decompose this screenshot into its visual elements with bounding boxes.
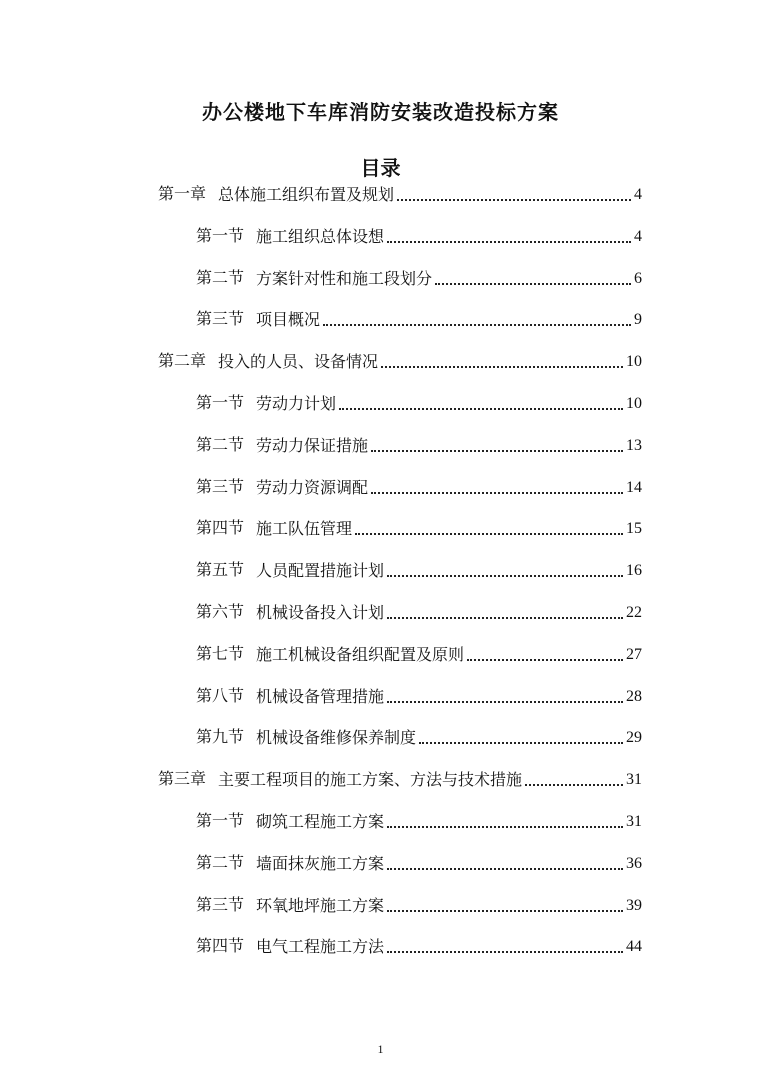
toc-section-entry[interactable] bbox=[196, 809, 642, 833]
toc-entry-title: 电气工程施工方法 bbox=[256, 937, 385, 957]
toc-section-entry[interactable] bbox=[196, 391, 642, 415]
toc-leader-dots bbox=[387, 910, 623, 912]
toc-leader-dots bbox=[381, 366, 623, 368]
toc-section-entry[interactable] bbox=[196, 307, 642, 331]
toc-section-entry[interactable] bbox=[196, 516, 642, 540]
toc-entry-page: 15 bbox=[626, 520, 642, 538]
toc-entry-title: 机械设备管理措施 bbox=[256, 686, 385, 706]
toc-entry-page: 31 bbox=[626, 771, 642, 789]
toc-entry-title: 施工队伍管理 bbox=[256, 519, 353, 539]
toc-leader-dots bbox=[419, 742, 623, 744]
toc-entry-title: 机械设备投入计划 bbox=[256, 603, 385, 622]
toc-section-entry[interactable] bbox=[196, 725, 642, 749]
toc-entry-page: 31 bbox=[626, 813, 642, 830]
toc-entry-page: 10 bbox=[626, 395, 642, 412]
toc-entry-label: 第二章 bbox=[158, 353, 207, 371]
toc-entry-page: 4 bbox=[634, 186, 642, 203]
toc-entry-page: 9 bbox=[634, 311, 642, 329]
toc-entry-page: 22 bbox=[626, 604, 642, 621]
toc-entry-label: 第三节 bbox=[196, 478, 245, 496]
toc-leader-dots bbox=[339, 408, 623, 410]
toc-chapter-entry[interactable] bbox=[158, 182, 642, 206]
toc-section-entry[interactable] bbox=[196, 642, 642, 666]
toc-entry-page: 13 bbox=[626, 436, 642, 454]
toc-entry-title: 墙面抹灰施工方案 bbox=[256, 853, 385, 873]
toc-entry-title: 机械设备维修保养制度 bbox=[256, 728, 417, 748]
toc-section-entry[interactable] bbox=[196, 266, 642, 290]
toc-entry-label: 第四节 bbox=[196, 938, 245, 956]
toc-leader-dots bbox=[355, 533, 623, 535]
toc-section-entry[interactable] bbox=[196, 600, 642, 624]
toc-leader-dots bbox=[387, 241, 631, 243]
toc-section-entry[interactable] bbox=[196, 934, 642, 958]
toc-entry-label: 第七节 bbox=[196, 645, 245, 663]
toc-leader-dots bbox=[387, 951, 623, 953]
toc-entry-title: 施工机械设备组织配置及原则 bbox=[256, 644, 465, 664]
toc-entry-page: 27 bbox=[626, 645, 642, 663]
toc-section-entry[interactable] bbox=[196, 475, 642, 499]
toc-entry-title: 人员配置措施计划 bbox=[256, 561, 385, 581]
toc-entry-label: 第三章 bbox=[158, 771, 207, 789]
toc-entry-page: 44 bbox=[626, 938, 642, 956]
toc-leader-dots bbox=[387, 826, 623, 828]
toc-leader-dots bbox=[371, 492, 623, 494]
toc-leader-dots bbox=[387, 868, 623, 870]
toc-entry-page: 4 bbox=[634, 227, 642, 245]
toc-leader-dots bbox=[387, 701, 623, 703]
toc-entry-title: 项目概况 bbox=[256, 310, 321, 330]
toc-entry-title: 方案针对性和施工段划分 bbox=[256, 268, 433, 288]
toc-entry-page: 14 bbox=[626, 478, 642, 496]
toc-entry-label: 第一章 bbox=[158, 186, 207, 203]
toc-entry-title: 环氧地坪施工方案 bbox=[256, 895, 385, 915]
toc-entry-page: 29 bbox=[626, 729, 642, 747]
toc-entry-page: 16 bbox=[626, 562, 642, 580]
toc-entry-label: 第五节 bbox=[196, 562, 245, 580]
toc-leader-dots bbox=[323, 324, 631, 326]
toc-entry-title: 劳动力保证措施 bbox=[256, 435, 369, 455]
toc-heading: 目录 bbox=[360, 156, 401, 180]
toc-entry-label: 第一节 bbox=[196, 813, 245, 830]
toc-entry-title: 砌筑工程施工方案 bbox=[256, 812, 385, 831]
page-number: 1 bbox=[377, 1042, 384, 1056]
toc-entry-title: 劳动力资源调配 bbox=[256, 477, 369, 497]
toc-leader-dots bbox=[397, 199, 631, 201]
toc-section-entry[interactable] bbox=[196, 224, 642, 248]
toc-entry-title: 总体施工组织布置及规划 bbox=[218, 185, 395, 204]
toc-chapter-entry[interactable] bbox=[158, 349, 642, 373]
toc-entry-title: 劳动力计划 bbox=[256, 394, 337, 413]
toc-entry-title: 施工组织总体设想 bbox=[256, 226, 385, 246]
toc-entry-label: 第八节 bbox=[196, 687, 245, 705]
toc-leader-dots bbox=[467, 659, 623, 661]
toc-entry-page: 39 bbox=[626, 896, 642, 914]
toc-section-entry[interactable] bbox=[196, 893, 642, 917]
toc-chapter-entry[interactable] bbox=[158, 767, 642, 791]
toc-entry-title: 投入的人员、设备情况 bbox=[218, 352, 379, 372]
toc-leader-dots bbox=[435, 283, 631, 285]
toc-entry-page: 36 bbox=[626, 854, 642, 872]
toc-entry-label: 第一节 bbox=[196, 395, 245, 412]
toc-leader-dots bbox=[371, 450, 623, 452]
document-title: 办公楼地下车库消防安装改造投标方案 bbox=[202, 100, 559, 124]
toc-section-entry[interactable] bbox=[196, 851, 642, 875]
toc-leader-dots bbox=[525, 784, 623, 786]
toc-entry-label: 第九节 bbox=[196, 729, 245, 747]
toc-entry-page: 6 bbox=[634, 269, 642, 287]
toc-entry-label: 第三节 bbox=[196, 896, 245, 914]
toc-section-entry[interactable] bbox=[196, 684, 642, 708]
toc-entry-label: 第二节 bbox=[196, 269, 245, 287]
toc-leader-dots bbox=[387, 575, 623, 577]
toc-entry-page: 10 bbox=[626, 353, 642, 371]
toc-entry-label: 第四节 bbox=[196, 520, 245, 538]
toc-entry-label: 第一节 bbox=[196, 227, 245, 245]
toc-entry-label: 第二节 bbox=[196, 854, 245, 872]
toc-section-entry[interactable] bbox=[196, 433, 642, 457]
toc-entry-label: 第三节 bbox=[196, 311, 245, 329]
toc-entry-label: 第二节 bbox=[196, 436, 245, 454]
toc-entry-title: 主要工程项目的施工方案、方法与技术措施 bbox=[218, 770, 523, 790]
toc-entry-page: 28 bbox=[626, 687, 642, 705]
toc-leader-dots bbox=[387, 617, 623, 619]
toc-section-entry[interactable] bbox=[196, 558, 642, 582]
toc-entry-label: 第六节 bbox=[196, 604, 245, 621]
